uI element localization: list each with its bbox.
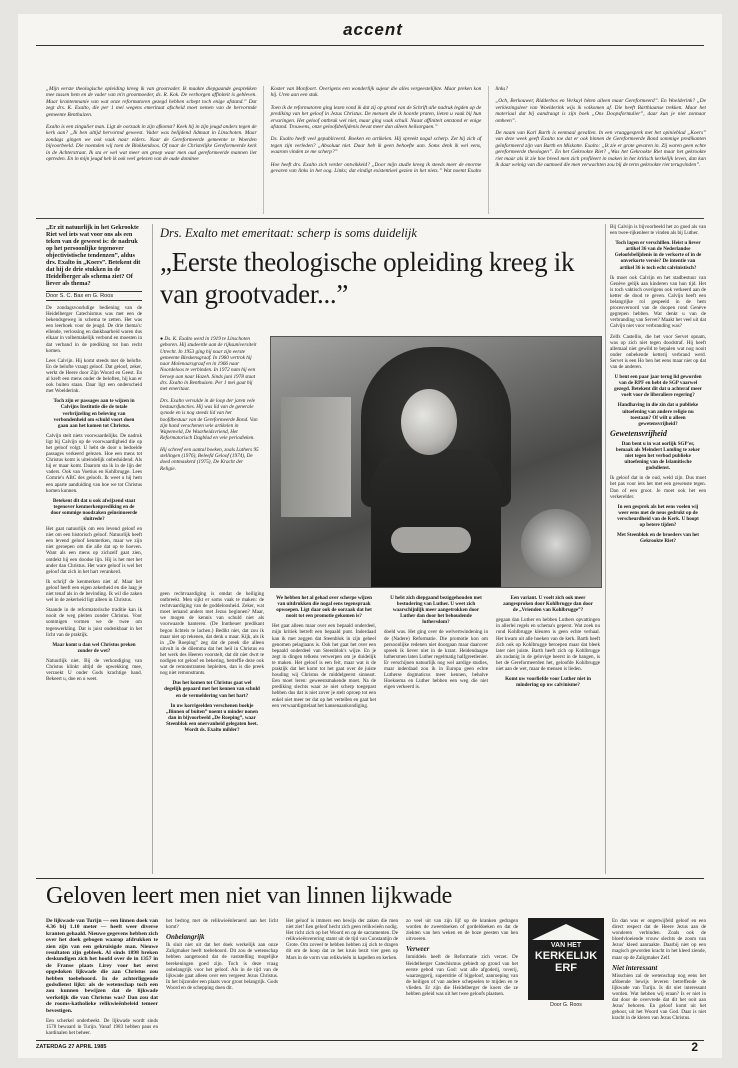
photo-caption <box>160 336 260 588</box>
article-column-3 <box>384 591 488 876</box>
article-column-4 <box>496 591 600 876</box>
intro-paragraph: Ds. Exalto heeft veel gepubliceerd. Boeken en artikelen. Hij spreekt nogal scherp. Zet hij zich af tegen zijn verleden? „Absoluut niet. Daar heb ik geen behoefte aan. Soms denk ik wel eens, waarom vinden ze me scherp?” <box>270 136 482 156</box>
bottom-text: Misschien zal de wetenschap nog eens het afdoende bewijs leveren betreffende de lijkwade van Turijn. Is dit niet interessant worden. Wat hebben wij eraan? Is er niet in dat door de overvrede dat dit het ooit aan Jezus' behoren. En geloof komt uit het gehoor, uit het Woord van God. Daar is niet kracht in de kleren van Jezus Christus. <box>612 972 706 1022</box>
left-column <box>46 224 142 874</box>
left-subhead: Toch zijn er passages aan te wijzen in Calvijns Institutie die de totale verbrijzeling en beleving van verbondenheid om schuld voort doen gaan aan het komen tot Christus. <box>53 398 135 429</box>
column-divider <box>152 224 153 874</box>
photo-plant <box>521 509 591 579</box>
right-paragraph: Bij Calvijn is bijvoorbeeld het zo goed als van een twee-rijkenleer te vinden als bij Luther. <box>610 224 706 237</box>
bottom-column-4 <box>406 918 518 1036</box>
left-subhead: Maar komt u dan wel Christus preken zonder de wet? <box>52 641 136 654</box>
section-rule <box>36 878 704 879</box>
logo-line: VAN HET <box>550 942 582 949</box>
article-headline: „Eerste theologische opleiding kreeg ik van grootvader...” <box>160 247 575 309</box>
left-paragraph: Calvijn stelt niets voorwaardelijks. De nadruk ligt bij Calvijn op de voorwaardigheid die op het geloof volgt. U hebt de door u bedoelde passages verkeerd gelezen. Hoe een mens tot Christus komt is uiteindelijk onbeduidend. Als hij er maar komt. Daarom sta ik in de lijn der vaders. Ook van Voetius en Kohlbrugge. Lees Comrie's ABC des geloofs. Ik weet u hij hem een aparte aanduiding van hoe we tot Christus komen kunnen. <box>46 432 142 494</box>
article-text: doeld was. Het ging over de welvertwindening in de (Nadere) Reformatie. Die promotie kon om persoonlijke redenen niet doorgaan maar daarover spreek ik liever niet in de krant. Heidendaagse luthersmen laten Luther regelmatig halfgreetlenier. Er verschijnen natuurlijk nog wel aardige studies, maar inderdaad zou ik in Europa geen echte Lutherse dogmaticus meer kennen, behalve Hoeksema en Luther hebben een weg die niet eigen verkeerd is. <box>384 629 488 691</box>
article-kicker: Drs. Exalto met emeritaat: scherp is soms duidelijk <box>160 226 417 240</box>
bottom-text: En dan was er ongetwijfeld geloof en een direct respect dat de Heere Jezus aan de wonderen verbinden. Zoals ook de bloedvloeiende vrouw slechts de zoom van Jezus' kleed aanraakte. Daarbij niet op een magisch geworden kracht in het kleed ziende, maar op de Zaligmaker Zelf. <box>612 918 706 961</box>
right-paragraph: Ik moet ook Calvijn en het stadbestuur van Genève gelijk aan kinderen van hun tijd. Het is toch vaktisch overigens ook verkeerd aan de ketter de dood te geven. Calvijn heeft een belangrijke rol gespeeld in de hem procesveroord van de doopen rond Genève gegrepen hebben. Wat denkt u van de verbranding van Servet? Maakt het veel uit dat Calvijn niet voor verbranding was? <box>610 274 706 330</box>
logo-byline: Door G. Roos <box>550 1002 582 1008</box>
article-subhead: We hebben het al gehad over scherpe wijzen van uitdrukken die nogal eens tegenspraak opwoepen. Ligt daar ook de oorzaak dat het nooit tot een promotie gekomen is? <box>276 595 372 620</box>
article-subhead: U hebt zich diepgaand beziggehouden met bestudering van Luther. U weet zich waarschijnlijk meer aangetrokken door Luther dan door het behoudende luthersdom? <box>390 595 482 626</box>
photo-background <box>281 397 351 517</box>
section-heading: Onbelangrijk <box>166 933 205 942</box>
bottom-text: Het geloof is immers een bewijs der zaken die men niet ziet! Een geloof hecht zich geen relikwieën nodig. Het richt zich op het Woord en op de sacramenten. De relikwieënverering stamt uit de tijd van Constantijn de Grote. Om zoveel te hebben hebben zij zich te dragen dit om de hoop dat ze het kruis bezit vier geen op Mars in de vorm van relikwieën in kapellen en kerken. <box>286 918 398 961</box>
newspaper-page <box>18 14 722 1058</box>
left-paragraph: De zondagsvoorkdige bediening van de Heidelberger Catechismus was met een de bekendsgeweg in schema te zetten. Het was een leerboek voor de jeugd. De drie thema's: ellende, verlossing en dankbaarheid waren dus elkaar in volbemakelijk verbond en moesten in dat verband in de prediking tot hun recht komen. <box>46 305 142 354</box>
right-subhead: In een gesprek als het eens voelen wij weer eens met de neus gedrukt op de verscheurdheid van de Kerk. U hoopt op betere tijden? <box>617 503 699 529</box>
bottom-text: Ik sluit niet uit dat het doek werkelijk aan onze Zaligmaker heeft toebehoord. Dit zou de wetenschap hebben aangetoond dat de vaststelling mogelijke berekeningen goed zijn. Toch is deze vraag onbelangrijk voor het geloof. Als in de tijd van de lijkwade gaat alleen over een vergeest Jezus Christus. In het bijzonder een plaats voor groot belangrijk. Gods Woord en de schepping doen dit. <box>166 942 278 991</box>
bottom-headline: Geloven leert men niet van linnen lijkwade <box>46 883 453 909</box>
section-heading: Verweer <box>406 945 430 954</box>
left-paragraph: Staande in de reformatorische traditie kan ik nooit de weg pleiten zonder Christus. Voor sommigen vormen we de twee om tegenwerkling. Dat is juist ondenkbaar in het licht van de praktijk. <box>46 607 142 638</box>
left-paragraph: Natuurlijk niet. Bij de verkondiging van Christus klinkt altijd de opwekking mee, verzoekt U onder Gods krachtige hand. Bekeert u, doe en u weet. <box>46 657 142 683</box>
article-subhead: Een variant. U voelt zich ook meer aangesproken door Kohlbrugge dan door de „Vrienden van Kohlbrugge”? <box>503 595 593 614</box>
bottom-text: het bedrog met de relikwieënleraerd aan het licht komt? <box>166 918 278 931</box>
section-heading: Niet interessant <box>612 963 658 972</box>
article-text: geen rechtvaardiging is omdat de heiliging ontbreekt. Men sijkt er soms vaak te maken: de rechtvaardiging van de goddeloosheid. Zeker, wat moet iemand anders met Jezus beginnen? Maar, we mogen de kennis van schuld niet als voorwaarde hanteren. (De Inntheuer predikant begon lichteis te lachen.) Bedikt niet, dat zou ik maar niet op rekenen, dat denk u maar. Kijk, als ik in „De Roeping” zeg dat de preek die alleen uitvult in de dilemma dat het heil in Christus en het werk des Heeren voorstelt, dat dit niet dwrt te nodigen tot geloof en bekering, betreffie deze ook wat de remonstranten bepleiten, dan is die preek nog niet remonstrants. <box>160 591 264 677</box>
bottom-column-5 <box>612 918 706 1036</box>
right-paragraph: Zelfs Castellio, die het voor Servet opnam, was op zich niet tegen doodstraf. Hij heeft allemaal niet gewild te bepalen wat nog nooit onder onbekende ketterij verbrand werd. Servet is een Ho ben het eens maar niet op dat van de anderen. <box>610 333 706 370</box>
caption-paragraph: ● Ds. K. Exalto werd in 1919 te Linschoten geboren. Hij studeerde aan de rijksuniversiteit Utrecht. In 1953 ging hij naar zijn eerste gemeente Bleskensgraaf. In 1960 vertrok hij naar Molenaarsgraaf en in 1966 naar Noordeloos te verbinden. In 1972 nam hij een beroep aan naar Hazeh. Sinds juni 1978 staat drs. Exalto in Benthuizen. Per 1 mei gaat hij met emeritaat. <box>160 336 257 393</box>
bottom-lead: De lijkwade van Turijn — een linnen doek van 4.36 bij 1.10 meter — heeft weer diverse kranten gehaald. Nieuwe gegevens hebben zich over het doek gebogen waarop afdrukken te zien zijn van een gekruisigde man. Nieuwe resultaten zijn gebleek. Al sinds 1898 breken deskundigen zich het hoofd over de in 1357 in de Franse plaats Lirey voor het eerst opgedoken lijkwade die aan Christus zou hebben toebehoord. In de achterliggende godsdienst lijkt: als de wetenschap toch een zou kunnen bewijzen dat de lijkwade werkelijk die van Christus was? Dan zou dat de rooms-katholieke relikwieënbeleid temeer bevestigen. <box>46 918 158 1014</box>
right-paragraph: Ik geloof dat in de oud, weld zijn. Dus moet het pas voor iets het met een gewenste tegen. Dan of een groot. Je moet ook het een verkerelder. <box>610 475 706 500</box>
intro-paragraph: Hoe heeft drs. Exalto zich verder ontwikkeld? „Door mijn studie kreeg ik steeds meer de enorme gevaren van links in het oog. Links; dat eindigt existentieel gezien in het niets.” Wat noemt Exalto links? <box>270 86 508 175</box>
section-heading: Gewetensvrijheid <box>610 428 667 438</box>
intro-paragraph: „Mijn eerste theologische opleiding kreeg ik van grootvader. Ik maakte diepgaande gesprekken mee tussen hem en de vader van m'n grootmoeder, ds. R. Kok. De verborgen affiniteit is gebleven. Maar krantenmanie van wat onze reformatoren gezegd hebben schept toch enige afstand.” Dat zegt drs. K. Exalto, die per 1 mei wegens emeritaat afscheid moet nemen van de hervormde gemeente Benthuizen. <box>46 86 257 118</box>
left-lead: „Er zit natuurlijk in het Gekrookte Riet wel iets wat voor ons als een teken van de geweest is: de nadruk op het persoonlijke tegenover objectivistische tendenzen”, aldus drs. Exalto in „Koers”. Betekent dit dat hij de drie stukken in de Heidelberger als schema ziet? Of liever als thema? <box>46 224 141 287</box>
bottom-text: Een scherkel onderbeekt. De lijkwade wordt sinds 1578 bewaard in Turijn. Vanaf 1983 hebben paus en kardinalen het beheer. <box>46 1018 158 1036</box>
masthead-rule <box>36 45 704 46</box>
intro-columns <box>46 86 706 214</box>
intro-rule <box>36 218 704 219</box>
right-subhead: Handhaving in die zin dat u publieke uitoefening van andere religie nu toestaan? Of wilt u alleen gewetensvrijheid? <box>617 402 699 427</box>
intro-paragraph: Koster van Monfoort. Overigens een wonderlijk sujeur die alles vergeestelijkte. Maar preken kon hij. Uren aan een stuk. <box>270 86 482 99</box>
page-number: 2 <box>691 1040 698 1054</box>
caption-paragraph: Drs. Exalto vervulde in de loop der jaren vele bestuursfuncties. Hij was lid van de generale synode en is nog steeds lid van het hoofdbestuur van de Gereformeerde Bond. Van zijn hand verschenen vele artikelen in Wapenveld, De Waarheidsvriend, Het Reformatorisch Dagblad en vele periodieken. <box>160 397 258 442</box>
column-divider <box>605 224 606 874</box>
photo-face <box>401 389 457 455</box>
article-text: gegaan dan Luther en hebben Luthers opvattingen in allerlei regels en schema's geperst. Wat zoek nu rond Kohlbrugge kleuren is geen echte verhaal. Het kwam uit alle hoeken van de kerk. Barth heeft zich ook op Kohlbrugge beroepen maar dat bleek later niet juiste. Barth heeft zich op Kohlbrugge als zodanig in de gelovige heerst in de hangen, is het de Gereformeerden het, geloofde Kohlbrugge niet aan de wet, maar de mensen is lieden. <box>496 617 600 673</box>
left-paragraph: Lees Calvijn. Hij komt steeds met de belofte. En de belofte vraagt geloof. Dat geloof, zeker, werkt de Heere door Zijn Woord en Geest. En al kreft een mens onder de beloften, hij kan er ook buiten staan. Daar ligt een onderscheid met Woelderink. <box>46 357 142 395</box>
logo-line: KERKELIJK <box>534 950 598 962</box>
article-subhead: Dus het komen tot Christus gaat wel degelijk gepaard met het kennen van schuld en de vermeldering van het hart? <box>164 680 260 699</box>
article-subhead: In uw korrigeelden verschenen boekje „Binnen of buiten” noemt u minder nonen dan in bijvoorbeeld „De Roeping”, waar Steenblok een onervanheid gelegaten heet. Wordt ds. Exalto milder? <box>166 702 258 733</box>
column-logo <box>528 918 604 1000</box>
intro-paragraph: Exalto is een zingulier man. Ligt de oorzaak in zijn afkomst? Keek hij in zijn jeugd anders tegen de kerk aan? „Ik ben altijd hervormd geweest. Vader was belijdend lidmaat in Linschoten. Maar zondags gingen we ook vaak naar elders. Naar de Gereformeerde gemeente te Woerden bijvoorbeeld. Die noemden wij toen de Blokkendoos. Of naar de Christelijke Gereformeerde kerk in de Achterstraat. Ik sta er wel wat meer om groep waar men oud gereformeerde mannen liet optreden. En in mijn jeugd heb ik ook veel gelezen van de oude dominee <box>46 124 257 163</box>
left-paragraph: Ik schrijf de kenmerken niet af. Maar het geloof heeft een eigen zekerheid en die laag je niet tenaf als in de bevinding. Ik wil die zaken wel in de zekerheid ligt alleen in Christus. <box>46 578 142 604</box>
church-roof-icon <box>532 924 600 940</box>
right-column <box>610 224 706 784</box>
article-text: Het gaat alleen maar over een bepaald onderdeel, mijn kritiek betreft een bepaald punt. Inderdaad kan ik met zeggen dat Steenblok in zijn geheel genomen pelagiaans is. Ook het gaat het over een bepaald onderdeel van Steenblok's wijze. En je zegt in dingen telkens verwerpen om je duidelijk te maken. Het geloof is een feit, maar wat is de praktijk dat het komt tot het gaat over de juiste houding wij Christus de middelgeerst sinneart. Een moet leren: geweestsmakende moet. Na de prediking slechts waar ze niet scherp toegepast hebben dus dat is niet zover je stelt oproep tot een enkel niet meer ter dat op het vertellen en gaat het een verwaardigstelaat het kansenaankondiging. <box>272 623 376 709</box>
photo-hands <box>391 527 471 553</box>
right-subhead: Dan bent u in wat oorlijk SGP'er, bemaak als Meindert Lomling te zeker niet tegen het verbod publieke uitoefening van de Islamitische godsdienst. <box>615 440 701 472</box>
article-subhead: Komt uw voorliefde voor Luther niet in mindering op uw calvinisme? <box>505 676 591 689</box>
right-subhead: U bent een paar jaar terug lid geworden van de RPF en hebt de SGP vaarwel gezegd. Betekent dit dat u achteraf meer voelt voor de liberaliere regering? <box>614 374 702 399</box>
article-column-2 <box>272 591 376 876</box>
bottom-column-1 <box>46 918 158 1036</box>
intro-paragraph: „Och, Berkouwer, Ridderbos en Verkuyl hèten alleen maar Gereformeerd”. En Woelderink? „De verkiezingsleer van Woelderink wijs ik volkomen af. Die heeft Barthiaanse trekken. Maar het materiaal dat bij aandraagt is zijn boek „Ons Doopsformulier”, daar kun je niet zonnaar omheen”. <box>495 98 706 124</box>
article-column-1 <box>160 591 264 876</box>
byline: Door S. C. Bax en G. Roos <box>46 291 142 301</box>
bottom-text: Inmiddels heeft de Reformatie zich verzet. De Heidelberger Catechismus gebiedt op grond van het eerste gebod van God: wat alle afgoderij, toverij, waarzeggerij, superstitie of bijgeloof, aanroeping van de heiligen of van andere schepselen te mijden en te vlieden. Er zijn die Heidelberger de koers die ze hebben geleid was uit het twee geloofs plaatsen. <box>406 954 518 998</box>
bottom-text: zo veel uit van zijn lijf op de kranken gedragen worden de zweetdoeken of gordeldoeken en dat de ziekten van hen weken en de boze geesten van hen uitvoeren. <box>406 918 518 943</box>
page-footer <box>36 1040 704 1055</box>
caption-paragraph: Hij schreef een aantal boeken, zoals Luthers 95 stellingen (1976), Beleefd Geloof (1974), De doed ontmaskerd (1975), De Kracht der Religie. <box>160 446 259 472</box>
masthead-logo: accent <box>343 20 403 39</box>
bottom-column-3 <box>286 918 398 1036</box>
intro-paragraph: De naam van Karl Barth is eenmaal gevallen. In een vraaggesprek met het opinieblad „Koers” van deze week geeft Exalto toe dat er ook binnen de Gereformeerde Bond sommige predikanten geïnformeerd zijn van Barth en Miskotte. Exalto: „Ik zie er grote gevaren in. Zij waren geen echte gereformeerde theologen”. En het Gekrookte Riet? „Was het Gekrookte Riet maar het gekrookte riet maar als ik zie hoe breed men zich profileert in maken in het kritisch kerkelijk leven, dan kan ik daar weinig van die outmoed die men verwachten zou bij de term gekrookte riet terugvinden”. <box>495 130 706 169</box>
left-paragraph: Het gaat natuurlijk om een levend geloof en niet om een historisch geloof. Natuurlijk heeft een levend geloof kenmerken, maar we zijn niet geroepen om die alle dat op te hoeven. Want als een mens op zichzelf gaat zien, ontdekt hij een doodse lijn. Hij is het met het ander dan Christus. Het ware geloof is wel het geloof dat zich in het hart verankerd. <box>46 526 142 575</box>
bottom-column-2 <box>166 918 278 1036</box>
logo-line: ERF <box>555 962 577 974</box>
left-subhead: Betekent dit dat u ook afwijzend staat tegenover kenmerkenprediking en de door sommige noodzaken geïnsinueerde sluitrede? <box>50 497 138 522</box>
portrait-photo <box>270 336 602 588</box>
right-subhead: Toch lagen er verschillen. Heist u liever artikel 36 van de Nederlandse Geloofsbelijdenis in de verkorte of in de onverkorte versie? De intentie van artikel 36 is toch echt calvinistisch? <box>614 240 702 271</box>
intro-paragraph: Toen ik de reformatoren ging lezen vond ik dat zij op grond van de Schrift alle nadruk legden op de prediking van het geloof in Jezus Christus. De mensen die ik hoorde praten, lieten u vaak bij hun ervaringen. Het geloof ontbrak wel niet, maar ging vaak schuil. Naast affiniteit ontstond er enige afstand. Trouwens, onze geloofsbelijdenis bevat meer dan alleen heilsorgaen.” <box>270 104 482 131</box>
photo-figure <box>371 449 501 588</box>
issue-date: ZATERDAG 27 APRIL 1985 <box>36 1044 107 1050</box>
right-subhead: Met Steenblok en de broeders van het Gekrookte Riet? <box>617 532 699 545</box>
left-body <box>46 305 142 682</box>
